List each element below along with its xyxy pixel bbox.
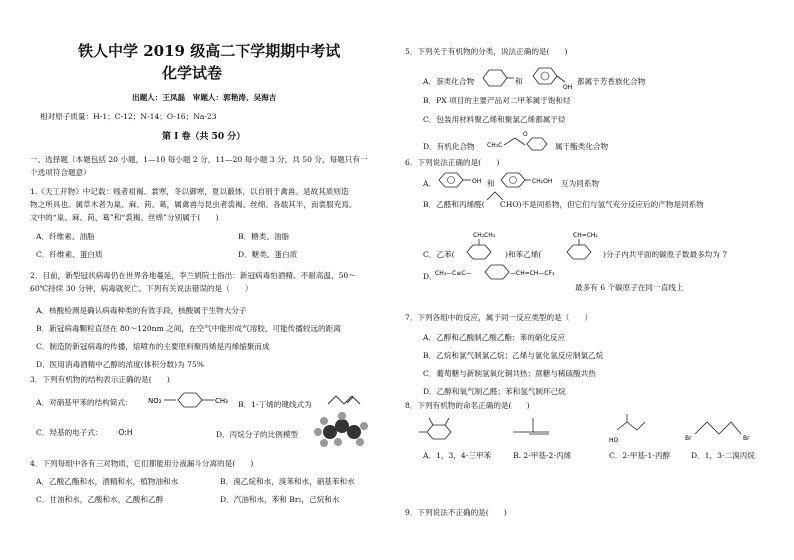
q1-option-c: C．纤维素、蛋白质 [36, 250, 103, 259]
q1-option-a: A．纤维素、油脂 [36, 232, 95, 241]
trimethylbenzene [415, 414, 467, 448]
alkene-label: —CH=CH—CF₃ [510, 270, 555, 277]
benzyl-alcohol [497, 170, 561, 190]
q3-option-a: A．对硝基甲苯的结构简式： [36, 398, 133, 407]
q2-option-a: A．核酸检测是确认病毒种类的有效手段，核酸属于生物大分子 [36, 306, 247, 315]
alkyne-label: CH₃—C≡C— [435, 270, 472, 277]
q8-option-c: C．2-甲基-1-丙醇 [609, 451, 671, 460]
oh-label: OH [563, 84, 573, 91]
exam-title: 铁人中学 2019 级高二下学期期中考试 [78, 42, 341, 60]
q6-option-d: 最多有 6 个碳原子在同一直线上 [575, 283, 684, 292]
q3-stem: 3．下列有机物的结构表示正确的是( ) [30, 375, 170, 384]
oh-label-2: OH [472, 178, 482, 185]
q6-option-a-end: 互为同系物 [561, 179, 599, 188]
q8-option-b: B. 2-甲基-2-丙烯 [513, 451, 572, 460]
propenal-skeleton [485, 188, 513, 202]
q6-option-a-letter: A． [423, 179, 437, 188]
ch3c-label: CH₃C [487, 142, 503, 149]
q7-option-d: D．乙醇和氧气制乙醛；苯和氢气制环己烷 [423, 387, 566, 396]
ch-ch2-label: CH=CH₂ [573, 232, 598, 239]
q5-option-a-part1: A．萘类化合物 [423, 77, 475, 86]
styrene [555, 230, 607, 264]
methylpropanol [609, 412, 657, 448]
q1-option-b: B．糖类、油脂 [238, 232, 290, 241]
q6-option-c-part3: )分子内共平面的碳原子数最多均为 7 [603, 250, 728, 259]
o-label: O [523, 131, 528, 138]
phenol-ring-a [435, 170, 487, 190]
methylpropene [509, 412, 559, 448]
q3-option-d: D．丙烷分子的比例模型 [216, 430, 299, 439]
q2-stem-line2: 60℃持续 30 分钟，病毒就死亡。下列有关说法错误的是（ ） [30, 284, 253, 293]
q5-option-b: B．PX 项目的主要产品对二甲苯属于饱和烃 [423, 96, 571, 105]
q7-option-a: A．乙醇和乙酸制乙酸乙酯；苯的硝化反应 [423, 333, 566, 342]
dibromopropane [685, 412, 761, 448]
q9-stem: 9．下列说法不正确的是( ) [405, 508, 507, 517]
no2-label: NO₂ [148, 397, 162, 405]
br-label-left: Br [685, 435, 692, 442]
q3-option-c: C．羟基的电子式： [36, 428, 103, 437]
atomic-mass-line: 相对原子质量：H-1；C-12；N-14；O-16；Na-23 [40, 112, 217, 121]
q5-stem: 5．下列关于有机物的分类，说法正确的是( ) [405, 47, 568, 56]
q4-option-d: D．汽油和水，苯和 Br₂，己烷和水 [220, 495, 340, 504]
q1-stem-line2: 物之所具也。属草木者为臬、麻、苘、葛，属禽兽与昆虫者裘褐、丝绵。各载其半，而裳服充焉。 [30, 200, 357, 209]
q5-option-d-part1: D．有机化合物 [423, 142, 475, 151]
ch2oh-label: CH₂OH [532, 178, 553, 185]
q6-option-c-part2: )和苯乙烯( [505, 250, 542, 259]
q5-option-d-part2: 属于酯类化合物 [555, 142, 609, 151]
q3-option-b: B．1-丁烯的键线式为 [238, 400, 312, 409]
q2-option-d: D．医用消毒酒精中乙醇的浓度(体积分数)为 75% [36, 360, 204, 369]
q5-option-a-and: 和 [515, 77, 523, 86]
q6-option-d-letter: D． [423, 272, 437, 281]
q5-option-a-part2: 都属于芳香族化合物 [577, 77, 646, 86]
q6-option-b: B．乙醛和丙烯醛( CHO)不是同系物，但它们与氢气充分反应后的产物是同系物 [423, 200, 704, 209]
alkyne-structure [435, 262, 571, 282]
q5-option-c: C．包装用材料聚乙烯和聚氯乙烯都属于烃 [423, 115, 566, 124]
section-intro-line2: 个选项符合题意） [30, 168, 91, 177]
exam-subtitle: 化学试卷 [162, 64, 223, 82]
hydroxyl-formula: ·O:H [116, 428, 133, 437]
part-heading: 第 I 卷（共 50 分） [162, 132, 246, 142]
q7-option-b: B．乙烷和氯气制氯乙烷；乙烯与氯化氢反应制氯乙烷 [423, 351, 604, 360]
q2-option-b: B．新冠病毒颗粒直径在 80～120nm 之间，在空气中能形成气溶胶，可能传播较远的距离 [36, 324, 341, 333]
q4-stem: 4．下列每组中各有三对物质，它们都能用分液漏斗分离的是( ) [30, 459, 254, 468]
section-intro-line1: 一、选择题（本题包括 20 小题，1—10 每小题 2 分，11—20 每小题 3 分，共 50 分，每题只有一 [30, 155, 368, 164]
ho-label: HO [609, 437, 619, 444]
ethylbenzene [453, 230, 505, 264]
q1-stem-line1: 1.《天工开物》中记载：贱者祖褐、裳寒，冬以御寒，夏以蔽体，以自别于禽兽。是故其质则造 [30, 187, 349, 196]
q8-stem: 8．下列有机物的命名正确的是( ) [405, 401, 530, 410]
ester-structure [487, 130, 553, 154]
cyclohexyl-structure [475, 66, 515, 90]
q7-stem: 7．下列各组中的反应，属于同一反应类型的是（ ） [405, 313, 593, 322]
br-label-right: Br [743, 435, 750, 442]
q6-option-a-mid: 和 [487, 179, 495, 188]
nitrotoluene-structure [148, 390, 248, 412]
butene-skeletal [326, 390, 362, 408]
ch2ch3-label: CH₂CH₃ [473, 232, 496, 239]
q4-option-c: C．甘油和水，乙酸和水，乙酸和乙醇 [36, 495, 164, 504]
phenol-structure [527, 62, 579, 92]
q6-stem: 6．下列说法正确的是( ) [405, 158, 500, 167]
q4-option-a: A．乙酸乙酯和水，酒精和水，植物油和水 [36, 477, 179, 486]
q1-stem-line3: 文中的“臬、麻、苘、葛”和“裘褐、丝绵”分别属于( ) [30, 213, 219, 222]
authors-line: 出题人：王凤磊 审题人：郭艳涛、吴海吉 [132, 93, 277, 102]
q8-option-d: D．1，3-二溴丙烷 [691, 451, 755, 460]
q1-option-d: D．糖类、蛋白质 [238, 250, 298, 259]
q4-option-b: B．溴乙烷和水，溴苯和水，硝基苯和水 [220, 477, 355, 486]
q6-option-c-part1: C．乙苯( [423, 250, 455, 259]
q8-option-a: A．1，3，4-三甲苯 [423, 451, 492, 460]
q2-stem-line1: 2．目前，新型冠状病毒仍在世界各地蔓延，李兰娟院士指出：新冠病毒怕酒精、不耐高温，50～ [30, 271, 356, 280]
propane-model [308, 412, 370, 448]
q7-option-c: C．葡萄糖与新制氢氧化铜共热；蔗糖与稀硫酸共热 [423, 369, 596, 378]
q2-option-c: C．制造防新冠病毒的传播，熔喷布的主要原料聚丙烯是丙烯缩聚而成 [36, 342, 270, 351]
ch3-label: CH₃ [215, 397, 228, 405]
